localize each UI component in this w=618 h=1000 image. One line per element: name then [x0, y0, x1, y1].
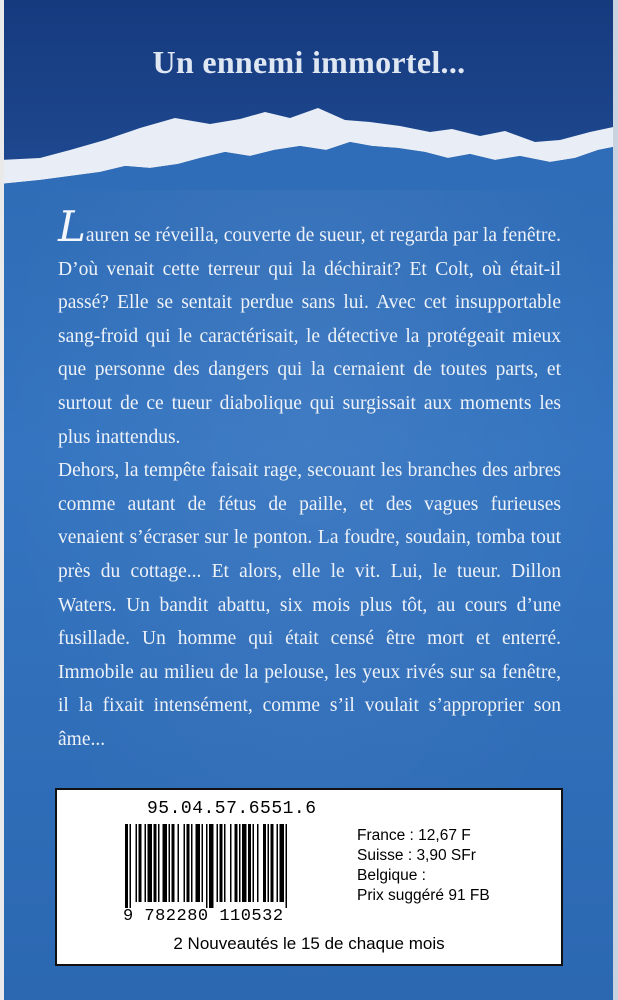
- cover-tagline-title: Un ennemi immortel...: [152, 44, 466, 80]
- blurb-paragraph-2: Dehors, la tempête faisait rage, secouant les branches des arbres comme autant de fétus de paille, et des vagues furieuses venaient s’écraser sur le ponton. La foudre, soudain, tomba tout près du cottage... Et alors, elle le vit. Lui, le tueur. Dillon Waters. Un bandit abattu, six mois plus tôt, au cours d’une fusillade. Un homme qui était censé être mort et enterré. Immobile au milieu de la pelouse, les yeux rivés sur sa fenêtre, il la fixait intensément, comme s’il voulait s’approprier son âme...: [58, 460, 561, 750]
- barcode-price-box: [55, 788, 563, 966]
- price-suisse: Suisse : 3,90 SFr: [357, 847, 476, 864]
- price-belgique: Prix suggéré 91 FB: [357, 887, 490, 904]
- blurb-paragraph-1: [58, 202, 561, 454]
- cover-right-edge: [613, 0, 618, 1000]
- product-code: 95.04.57.6551.6: [147, 799, 317, 819]
- isbn-number: 9 782280 110532: [123, 907, 284, 926]
- price-list: [357, 826, 490, 906]
- blurb-paragraph-1-text: auren se réveilla, couverte de sueur, et regarda par la fenêtre. D’où venait cette terreur qui la déchirait? Et Colt, où était-il passé? Elle se sentait perdue sans lui. Avec cet insupportable sang-froid qui le caractérisait, le détective la protégeait mieux que personne des dangers qui la cernaient de toutes parts, et surtout de ce tueur diabolique qui surgissait aux moments les plus inattendus.: [58, 225, 561, 448]
- price-belgique-label: Belgique :: [357, 867, 426, 884]
- drop-cap-letter: L: [58, 202, 86, 251]
- release-tagline: 2 Nouveautés le 15 de chaque mois: [173, 934, 445, 953]
- dark-torn-band: [0, 0, 618, 190]
- cover-left-edge: [0, 0, 4, 1000]
- back-cover-blurb: [58, 202, 561, 757]
- price-france: France : 12,67 F: [357, 827, 471, 844]
- barcode-image: [123, 824, 339, 908]
